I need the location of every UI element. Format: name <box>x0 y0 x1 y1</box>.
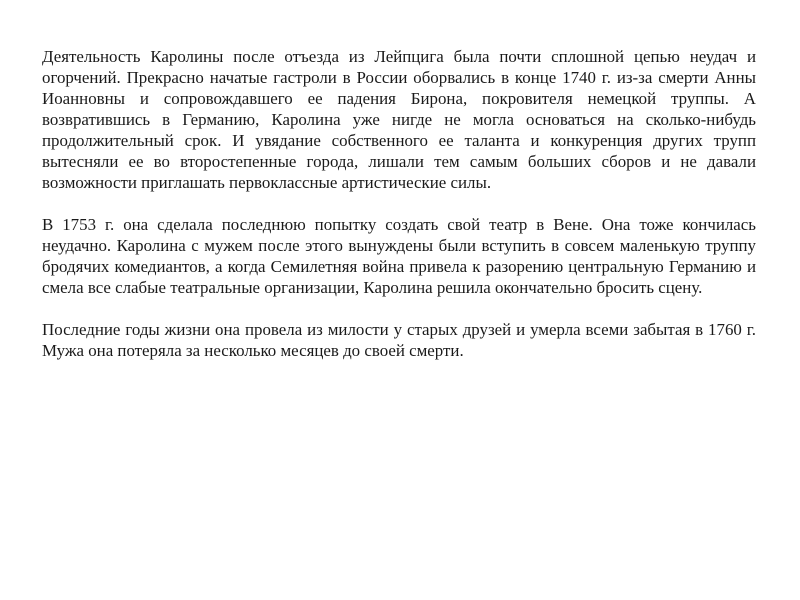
body-text <box>42 46 756 361</box>
paragraph-2: В 1753 г. она сделала последнюю попытку создать свой театр в Вене. Она тоже кончилась неудачно. Каролина с мужем после этого вынуждены были вступить в совсем маленькую труппу бродячих комедиантов, а когда Семилетняя война привела к разорению центральную Германию и смела все слабые театральные организации, Каролина решила окончательно бросить сцену. <box>42 215 756 297</box>
paragraph-3: Последние годы жизни она провела из милости у старых друзей и умерла всеми забытая в 1760 г. Мужа она потеряла за несколько месяцев до своей смерти. <box>42 320 756 360</box>
paragraph-1: Деятельность Каролины после отъезда из Лейпцига была почти сплошной цепью неудач и огорчений. Прекрасно начатые гастроли в России оборвались в конце 1740 г. из-за смерти Анны Иоанновны и сопровождавшего ее падения Бирона, покровителя немецкой труппы. А возвратившись в Германию, Каролина уже нигде не могла основаться на сколько-нибудь продолжительный срок. И увядание собственного ее таланта и конкуренция других трупп вытесняли ее во второстепенные города, лишали тем самым больших сборов и не давали возможности приглашать первоклассные артистические силы. <box>42 47 756 192</box>
